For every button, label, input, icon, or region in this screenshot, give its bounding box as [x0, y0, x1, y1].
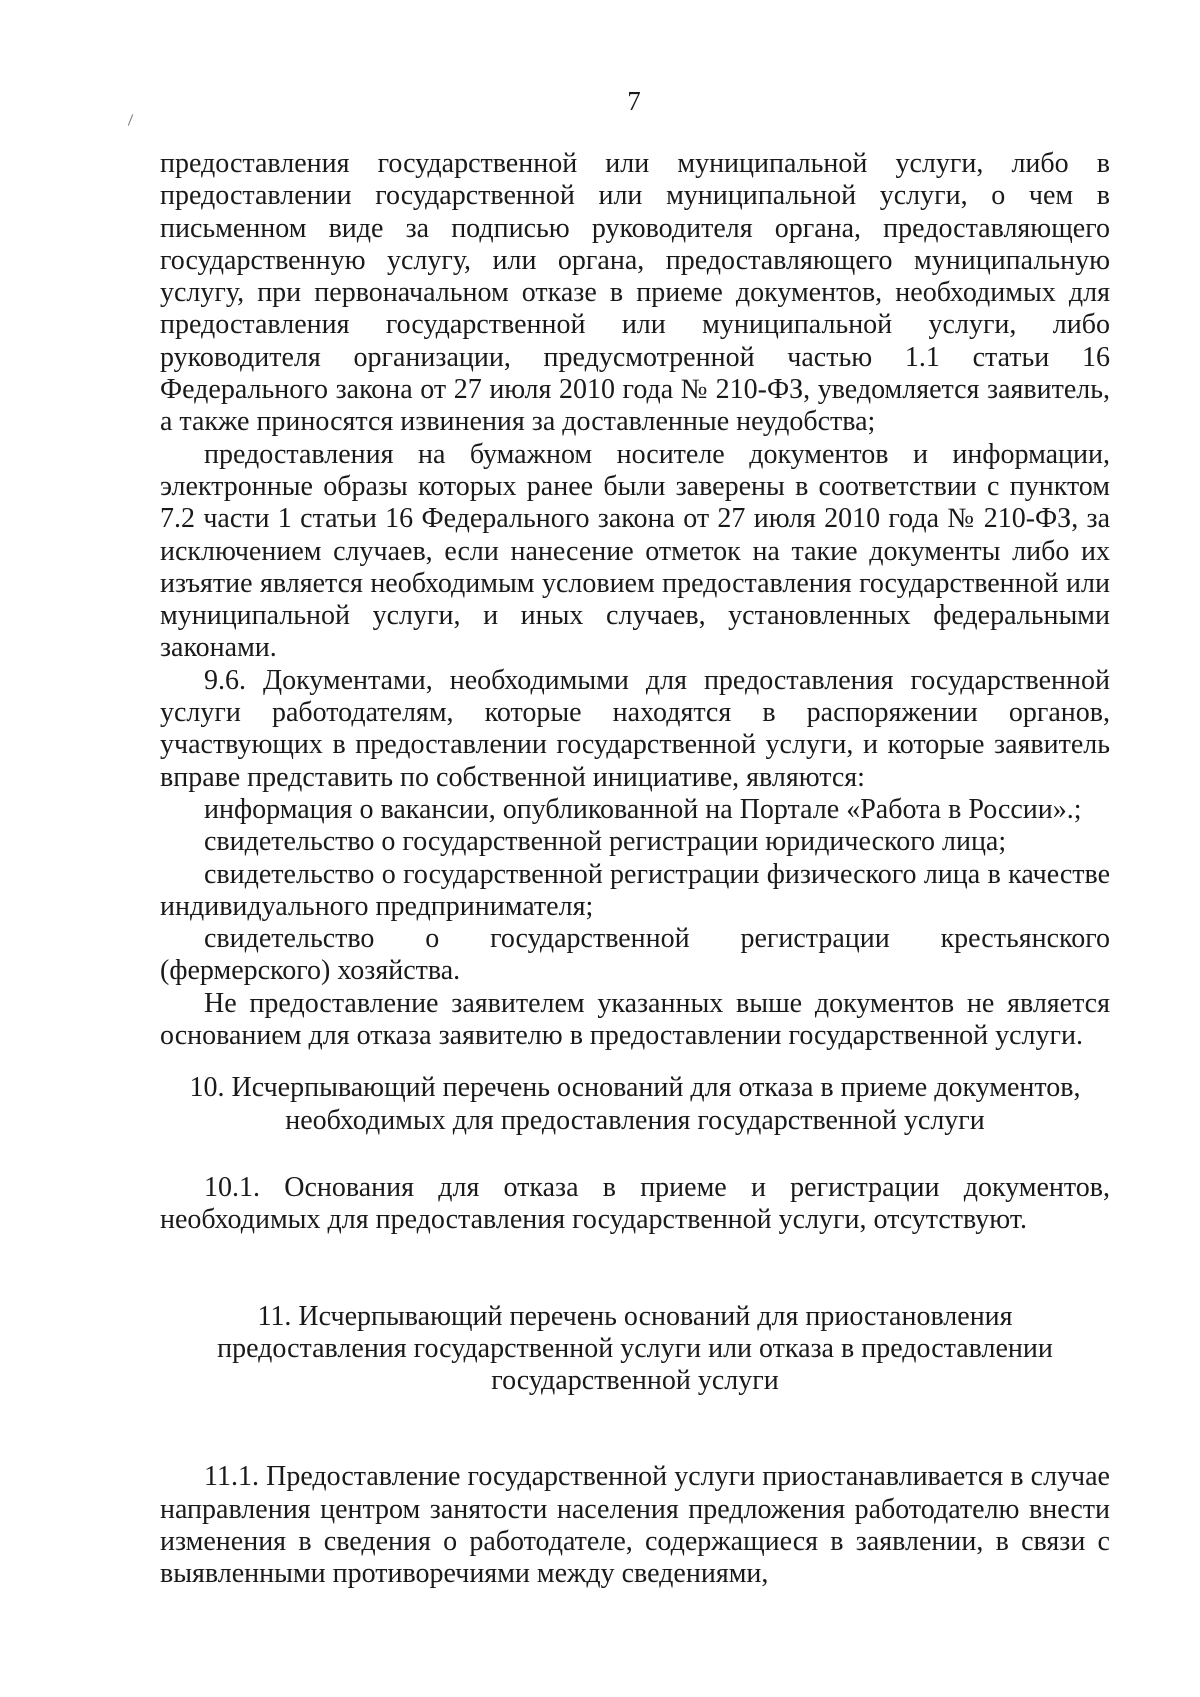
section-10-heading-line-2: необходимых для предоставления государственной услуги	[285, 1104, 985, 1136]
section-10-heading-line-1: 10. Исчерпывающий перечень оснований для отказа в приеме документов,	[189, 1072, 1081, 1104]
section-11-heading-line-1: 11. Исчерпывающий перечень оснований для приостановления	[257, 1300, 1013, 1332]
paragraph-continuation: предоставления государственной или муниципальной услуги, либо в предоставлении государственной или муниципальной услуги, о чем в письменном виде за подписью руководителя органа, предоставляющего государственную услугу, или органа, предоставляющего муниципальную услугу, при первоначальном отказе в приеме документов, необходимых для предоставления государственной или муниципальной услуги, либо руководителя организации, предусмотренной частью 1.1 статьи 16 Федерального закона от 27 июля 2010 года № 210-ФЗ, уведомляется заявитель, а также приносятся извинения за доставленные неудобства;	[160, 148, 1110, 438]
section-11-heading-line-2: предоставления государственной услуги или отказа в предоставлении	[217, 1332, 1053, 1364]
paragraph-paper-documents: предоставления на бумажном носителе документов и информации, электронные образы которых ранее были заверены в соответствии с пунктом 7.2 части 1 статьи 16 Федерального закона от 27 июля 2010 года № 210-ФЗ, за исключением случаев, если нанесение отметок на такие документы либо их изъятие является необходимым условием предоставления государственной или муниципальной услуги, и иных случаев, установленных федеральными законами.	[160, 438, 1110, 664]
paragraph-non-provision: Не предоставление заявителем указанных выше документов не является основанием для отказа заявителю в предоставлении государственной услуги.	[160, 987, 1110, 1052]
paragraph-11-1: 11.1. Предоставление государственной услуги приостанавливается в случае направления центром занятости населения предложения работодателю внести изменения в сведения о работодателе, содержащиеся в заявлении, в связи с выявленными противоречиями между сведениями,	[160, 1461, 1110, 1590]
list-item-legal-entity-certificate: свидетельство о государственной регистрации юридического лица;	[204, 826, 1007, 858]
section-11-heading-line-3: государственной услуги	[491, 1365, 779, 1397]
paragraph-10-1: 10.1. Основания для отказа в приеме и регистрации документов, необходимых для предоставления государственной услуги, отсутствуют.	[160, 1171, 1110, 1236]
section-11-heading	[160, 1301, 1110, 1398]
list-item-farm-certificate: свидетельство о государственной регистрации крестьянского (фермерского) хозяйства.	[160, 923, 1110, 987]
section-10-heading	[160, 1072, 1110, 1137]
paragraph-9-6: 9.6. Документами, необходимыми для предоставления государственной услуги работодателям, которые находятся в распоряжении органов, участвующих в предоставлении государственной услуги, и которые заявитель вправе представить по собственной инициативе, являются:	[160, 664, 1110, 793]
page-number: 7	[627, 86, 641, 116]
list-item-vacancy-info: информация о вакансии, опубликованной на Портале «Работа в России».;	[204, 793, 1082, 825]
list-item-entrepreneur-certificate: свидетельство о государственной регистрации физического лица в качестве индивидуального предпринимателя;	[160, 858, 1110, 922]
document-body	[160, 148, 1110, 1591]
